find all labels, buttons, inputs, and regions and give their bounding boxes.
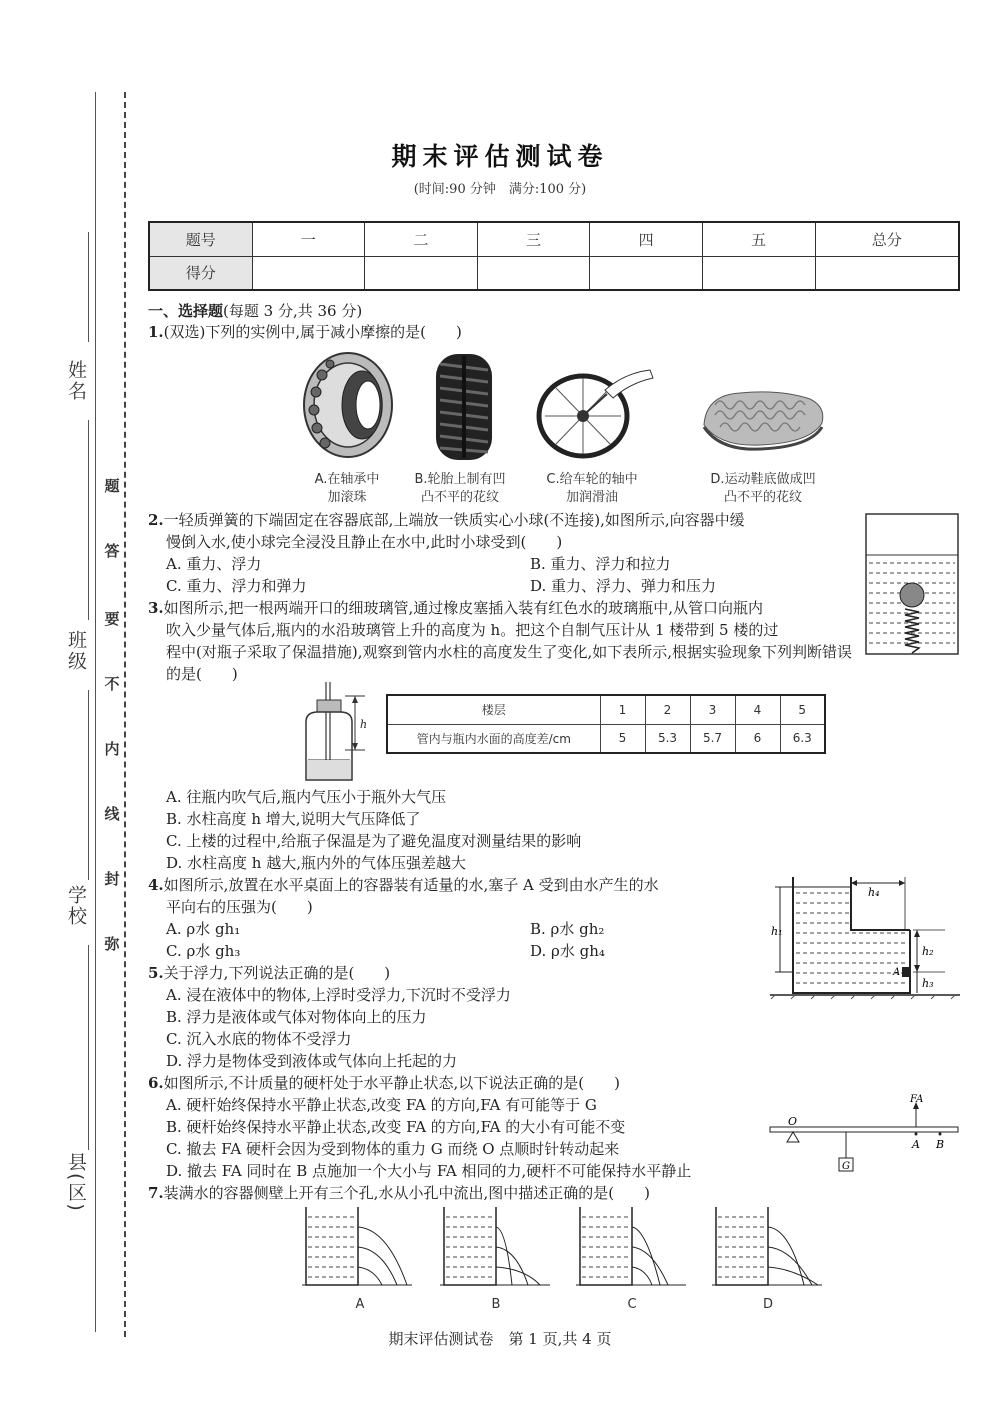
barometer-bottle-figure	[300, 680, 380, 784]
score-input-cell[interactable]	[590, 256, 703, 290]
question-number: 6.	[148, 1074, 164, 1092]
question-number: 1.	[148, 323, 164, 341]
bearing-image	[300, 350, 400, 460]
question-text: 的是( )	[166, 665, 238, 683]
lever-figure	[768, 1092, 963, 1174]
q4-option-c[interactable]: C. ρ水 gh₃	[166, 942, 241, 960]
table-cell: 3	[690, 695, 735, 724]
score-cell: 三	[477, 222, 590, 256]
question-number: 2.	[148, 511, 164, 529]
spring-ball-container-figure	[865, 513, 960, 655]
page-title: 期末评估测试卷	[391, 142, 609, 171]
q5-option-a[interactable]: A. 浸在液体中的物体,上浮时受浮力,下沉时不受浮力	[166, 986, 511, 1004]
q7-option-d[interactable]: D	[762, 1297, 773, 1312]
question-2	[148, 509, 745, 553]
bicycle-wheel-oil-image	[535, 358, 660, 463]
question-text: 程中(对瓶子采取了保温措施),观察到管内水柱的高度发生了变化,如下表所示,根据实验现象下列判断错误	[166, 643, 853, 661]
question-text: (双选)下列的实例中,属于减小摩擦的是( )	[163, 323, 462, 341]
score-input-cell[interactable]	[702, 256, 815, 290]
score-cell: 一	[252, 222, 365, 256]
h3-label: h₃	[922, 977, 934, 990]
q5-option-c[interactable]: C. 沉入水底的物体不受浮力	[166, 1030, 352, 1048]
q3-option-b[interactable]: B. 水柱高度 h 增大,说明大气压降低了	[166, 810, 421, 828]
warning-char: 弥	[104, 935, 120, 953]
score-input-cell[interactable]	[815, 256, 959, 290]
label-county: 县(区)	[65, 1152, 87, 1213]
container-pressure-figure	[765, 875, 965, 997]
caption-line: D.运动鞋底做成凹	[710, 472, 816, 487]
warning-char: 封	[104, 870, 120, 888]
q6-option-d[interactable]: D. 撤去 FA 同时在 B 点施加一个大小与 FA 相同的力,硬杆不可能保持水平静止	[166, 1162, 692, 1180]
table-cell: 6.3	[780, 724, 825, 753]
caption-line: C.给车轮的轴中	[546, 472, 638, 487]
page-subtitle: (时间:90 分钟 满分:100 分)	[413, 182, 587, 197]
class-underline	[88, 420, 89, 620]
stopper-a-label: A	[893, 967, 901, 978]
warning-char: 题	[104, 477, 120, 495]
q4-option-b[interactable]: B. ρ水 gh₂	[530, 920, 605, 938]
caption-line: 凸不平的花纹	[420, 490, 499, 505]
water-jet-figure-b	[440, 1205, 552, 1287]
table-cell: 2	[645, 695, 690, 724]
question-text: 如图所示,不计质量的硬杆处于水平静止状态,以下说法正确的是( )	[163, 1074, 620, 1092]
question-number: 5.	[148, 964, 164, 982]
q6-option-c[interactable]: C. 撤去 FA 硬杆会因为受到物体的重力 G 而绕 O 点顺时针转动起来	[166, 1140, 620, 1158]
score-input-cell[interactable]	[477, 256, 590, 290]
warning-char: 要	[104, 610, 120, 628]
q7-option-b[interactable]: B	[491, 1297, 501, 1312]
label-name: 姓名	[65, 360, 87, 402]
warning-char: 线	[104, 805, 120, 823]
table-row	[387, 724, 825, 753]
q3-option-d[interactable]: D. 水柱高度 h 越大,瓶内外的气体压强差越大	[166, 854, 466, 872]
force-fa-label: FA	[910, 1094, 924, 1105]
h1-label: h₁	[771, 925, 783, 938]
question-text: 如图所示,放置在水平桌面上的容器装有适量的水,塞子 A 受到由水产生的水	[163, 876, 659, 894]
table-cell: 楼层	[387, 695, 600, 724]
fulcrum-o-label: O	[788, 1115, 798, 1128]
binding-dashed-line	[124, 92, 126, 1337]
name-underline	[88, 232, 89, 342]
score-value-row	[149, 256, 959, 290]
floor-height-table	[386, 694, 826, 754]
score-cell: 题号	[149, 222, 252, 256]
question-number: 3.	[148, 599, 164, 617]
table-cell: 1	[600, 695, 645, 724]
q5-option-b[interactable]: B. 浮力是液体或气体对物体向上的压力	[166, 1008, 427, 1026]
label-school: 学校	[65, 885, 87, 927]
sneaker-sole-image	[700, 385, 828, 455]
question-4	[148, 874, 659, 918]
question-number: 7.	[148, 1184, 164, 1202]
score-cell: 二	[365, 222, 478, 256]
warning-char: 内	[104, 740, 120, 758]
score-cell: 四	[590, 222, 703, 256]
table-cell: 5	[600, 724, 645, 753]
h4-label: h₄	[868, 886, 880, 899]
caption-line: A.在轴承中	[314, 472, 380, 487]
binding-solid-line	[95, 92, 96, 1332]
question-text: 如图所示,把一根两端开口的细玻璃管,通过橡皮塞插入装有红色水的玻璃瓶中,从管口向瓶内	[163, 599, 763, 617]
page-footer: 期末评估测试卷 第 1 页,共 4 页	[388, 1330, 612, 1348]
label-class: 班级	[65, 630, 87, 672]
table-cell: 管内与瓶内水面的高度差/cm	[387, 724, 600, 753]
water-jet-figure-c	[576, 1205, 688, 1287]
score-table	[148, 221, 960, 291]
q4-option-d[interactable]: D. ρ水 gh₄	[530, 942, 605, 960]
warning-char: 答	[104, 542, 120, 560]
height-label: h	[360, 718, 368, 731]
tire-image	[430, 352, 498, 462]
caption-line: B.轮胎上制有凹	[414, 472, 506, 487]
table-cell: 5	[780, 695, 825, 724]
question-text: 吹入少量气体后,瓶内的水沿玻璃管上升的高度为 h。把这个自制气压计从 1 楼带到 5 楼的过	[166, 621, 779, 639]
question-3	[148, 597, 852, 685]
school-underline	[88, 690, 89, 880]
point-b-label: B	[936, 1138, 945, 1151]
weight-g-label: G	[842, 1161, 850, 1172]
q2-option-c[interactable]: C. 重力、浮力和弹力	[166, 577, 307, 595]
caption-line: 加滚珠	[327, 490, 367, 505]
caption-line: 加润滑油	[565, 490, 618, 505]
question-text: 平向右的压强为( )	[166, 898, 313, 916]
table-header-row	[387, 695, 825, 724]
question-6	[148, 1072, 620, 1094]
table-cell: 6	[735, 724, 780, 753]
q7-option-a[interactable]: A	[355, 1297, 365, 1312]
question-5	[148, 962, 390, 984]
q4-option-a[interactable]: A. ρ水 gh₁	[166, 920, 241, 938]
warning-char: 不	[104, 675, 120, 693]
q2-option-b[interactable]: B. 重力、浮力和拉力	[530, 555, 671, 573]
score-input-cell[interactable]	[365, 256, 478, 290]
question-number: 4.	[148, 876, 164, 894]
score-cell: 得分	[149, 256, 252, 290]
image-caption-c	[532, 471, 652, 507]
section-title-text: 一、选择题	[148, 302, 224, 320]
q6-option-a[interactable]: A. 硬杆始终保持水平静止状态,改变 FA 的方向,FA 有可能等于 G	[166, 1096, 597, 1114]
image-caption-b	[400, 471, 520, 507]
q5-option-d[interactable]: D. 浮力是物体受到液体或气体向上托起的力	[166, 1052, 458, 1070]
question-text: 关于浮力,下列说法正确的是( )	[163, 964, 391, 982]
water-jet-figure-a	[302, 1205, 414, 1287]
table-cell: 5.7	[690, 724, 735, 753]
table-cell: 5.3	[645, 724, 690, 753]
score-cell: 总分	[815, 222, 959, 256]
image-caption-a	[292, 471, 402, 507]
question-text: 一轻质弹簧的下端固定在容器底部,上端放一铁质实心小球(不连接),如图所示,向容器中缓	[163, 511, 745, 529]
point-a-label: A	[912, 1138, 920, 1151]
section-title	[148, 300, 362, 321]
score-input-cell[interactable]	[252, 256, 365, 290]
table-cell: 4	[735, 695, 780, 724]
h2-label: h₂	[922, 945, 934, 958]
county-underline	[88, 945, 89, 1150]
question-text: 装满水的容器侧壁上开有三个孔,水从小孔中流出,图中描述正确的是( )	[163, 1184, 650, 1202]
question-7	[148, 1182, 650, 1204]
section-note: (每题 3 分,共 36 分)	[223, 302, 363, 320]
q2-option-d[interactable]: D. 重力、浮力、弹力和压力	[530, 577, 717, 595]
question-1	[148, 321, 462, 343]
q3-option-c[interactable]: C. 上楼的过程中,给瓶子保温是为了避免温度对测量结果的影响	[166, 832, 582, 850]
question-text: 慢倒入水,使小球完全浸没且静止在水中,此时小球受到( )	[166, 533, 563, 551]
q7-option-c[interactable]: C	[627, 1297, 637, 1312]
q2-option-a[interactable]: A. 重力、浮力	[166, 555, 262, 573]
q6-option-b[interactable]: B. 硬杆始终保持水平静止状态,改变 FA 的方向,FA 的大小有可能不变	[166, 1118, 626, 1136]
score-cell: 五	[702, 222, 815, 256]
image-caption-d	[693, 471, 833, 507]
score-header-row	[149, 222, 959, 256]
water-jet-figure-d	[712, 1205, 824, 1287]
q3-option-a[interactable]: A. 往瓶内吹气后,瓶内气压小于瓶外大气压	[166, 788, 447, 806]
caption-line: 凸不平的花纹	[723, 490, 802, 505]
